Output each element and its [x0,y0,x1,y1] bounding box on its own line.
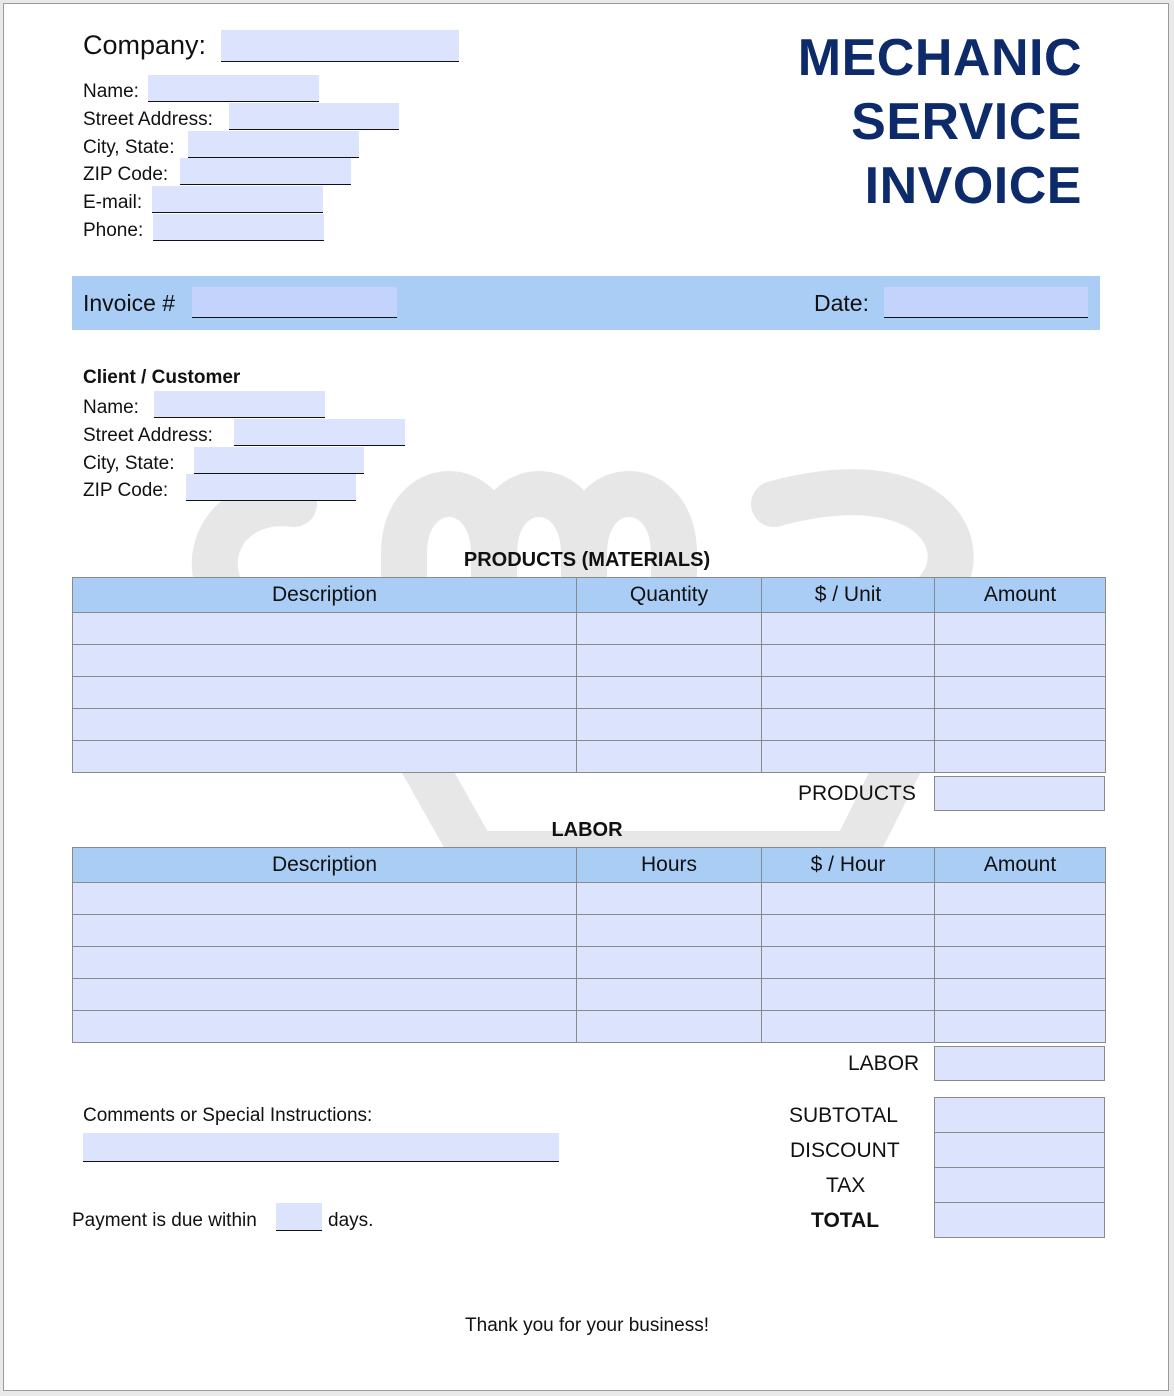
products-cell-description[interactable] [73,709,577,741]
total-field[interactable] [934,1202,1105,1238]
title-line-1: MECHANIC [797,29,1082,87]
company-name-label: Name: [83,81,139,102]
products-subtotal-field[interactable] [934,776,1105,811]
products-col-amount: Amount [935,578,1106,613]
products-cell-rate[interactable] [762,677,935,709]
date-field[interactable] [884,287,1088,318]
labor-cell-qty[interactable] [577,915,762,947]
invoice-number-field[interactable] [192,287,397,318]
labor-table [72,847,1106,1043]
labor-cell-amount[interactable] [935,1011,1106,1043]
client-name-field[interactable] [154,391,325,418]
labor-cell-amount[interactable] [935,947,1106,979]
labor-cell-qty[interactable] [577,1011,762,1043]
labor-row [73,947,1106,979]
thank-you-text: Thank you for your business! [465,1315,709,1336]
products-cell-description[interactable] [73,677,577,709]
company-label: Company: [83,30,207,60]
client-city-field[interactable] [194,447,364,474]
discount-field[interactable] [934,1132,1105,1168]
tax-label: TAX [826,1174,866,1197]
labor-cell-rate[interactable] [762,947,935,979]
labor-cell-description[interactable] [73,1011,577,1043]
labor-heading: LABOR [551,819,623,841]
client-city-label: City, State: [83,453,175,474]
labor-col-hours: Hours [577,848,762,883]
products-cell-amount[interactable] [935,645,1106,677]
client-name-label: Name: [83,397,139,418]
invoice-page [3,3,1169,1391]
products-cell-description[interactable] [73,741,577,773]
payment-prefix: Payment is due within [72,1210,257,1231]
labor-col-amount: Amount [935,848,1106,883]
products-cell-amount[interactable] [935,741,1106,773]
products-cell-rate[interactable] [762,709,935,741]
company-name-field[interactable] [148,75,319,102]
company-phone-label: Phone: [83,220,144,241]
company-city-field[interactable] [188,131,359,158]
labor-col-description: Description [73,848,577,883]
client-zip-field[interactable] [186,474,356,501]
labor-cell-amount[interactable] [935,915,1106,947]
labor-cell-description[interactable] [73,915,577,947]
comments-label: Comments or Special Instructions: [83,1105,373,1126]
company-street-field[interactable] [229,103,399,130]
company-email-label: E-mail: [83,192,143,213]
comments-field[interactable] [83,1133,559,1162]
invoice-number-label: Invoice # [83,290,176,316]
products-row [73,741,1106,773]
labor-cell-qty[interactable] [577,947,762,979]
products-cell-qty[interactable] [577,677,762,709]
discount-label: DISCOUNT [790,1139,900,1162]
client-street-label: Street Address: [83,425,213,446]
products-cell-qty[interactable] [577,645,762,677]
labor-subtotal-label: LABOR [848,1052,920,1075]
products-row [73,613,1106,645]
subtotal-field[interactable] [934,1097,1105,1133]
company-zip-field[interactable] [180,158,351,185]
labor-row [73,1011,1106,1043]
products-row [73,645,1106,677]
labor-cell-description[interactable] [73,883,577,915]
products-table [72,577,1106,773]
products-cell-qty[interactable] [577,709,762,741]
labor-row [73,915,1106,947]
products-cell-amount[interactable] [935,677,1106,709]
payment-days-field[interactable] [276,1203,322,1231]
products-cell-description[interactable] [73,613,577,645]
labor-cell-description[interactable] [73,979,577,1011]
subtotal-label: SUBTOTAL [789,1104,898,1127]
company-phone-field[interactable] [153,214,324,241]
products-row [73,677,1106,709]
products-heading: PRODUCTS (MATERIALS) [463,549,711,571]
date-label: Date: [814,290,869,316]
labor-cell-rate[interactable] [762,1011,935,1043]
title-line-3: INVOICE [864,157,1082,215]
company-city-label: City, State: [83,137,175,158]
client-heading: Client / Customer [83,367,241,388]
client-street-field[interactable] [234,419,405,446]
products-subtotal-label: PRODUCTS [798,782,916,805]
payment-suffix: days. [328,1210,374,1231]
tax-field[interactable] [934,1167,1105,1203]
total-label: TOTAL [811,1209,880,1232]
labor-cell-rate[interactable] [762,979,935,1011]
products-col-unit-price: $ / Unit [762,578,935,613]
labor-cell-amount[interactable] [935,883,1106,915]
company-field[interactable] [221,30,459,62]
labor-cell-qty[interactable] [577,979,762,1011]
labor-cell-qty[interactable] [577,883,762,915]
products-cell-qty[interactable] [577,613,762,645]
labor-row [73,883,1106,915]
client-zip-label: ZIP Code: [83,480,169,501]
labor-col-hourly-rate: $ / Hour [762,848,935,883]
products-row [73,709,1106,741]
products-cell-amount[interactable] [935,709,1106,741]
labor-cell-description[interactable] [73,947,577,979]
products-col-quantity: Quantity [577,578,762,613]
products-cell-amount[interactable] [935,613,1106,645]
company-email-field[interactable] [152,186,323,213]
company-zip-label: ZIP Code: [83,164,169,185]
labor-cell-rate[interactable] [762,883,935,915]
labor-cell-rate[interactable] [762,915,935,947]
labor-cell-amount[interactable] [935,979,1106,1011]
products-cell-rate[interactable] [762,613,935,645]
products-cell-qty[interactable] [577,741,762,773]
title-line-2: SERVICE [851,93,1082,151]
products-cell-rate[interactable] [762,741,935,773]
company-street-label: Street Address: [83,109,213,130]
products-cell-description[interactable] [73,645,577,677]
labor-row [73,979,1106,1011]
products-cell-rate[interactable] [762,645,935,677]
labor-subtotal-field[interactable] [934,1046,1105,1081]
products-col-description: Description [73,578,577,613]
